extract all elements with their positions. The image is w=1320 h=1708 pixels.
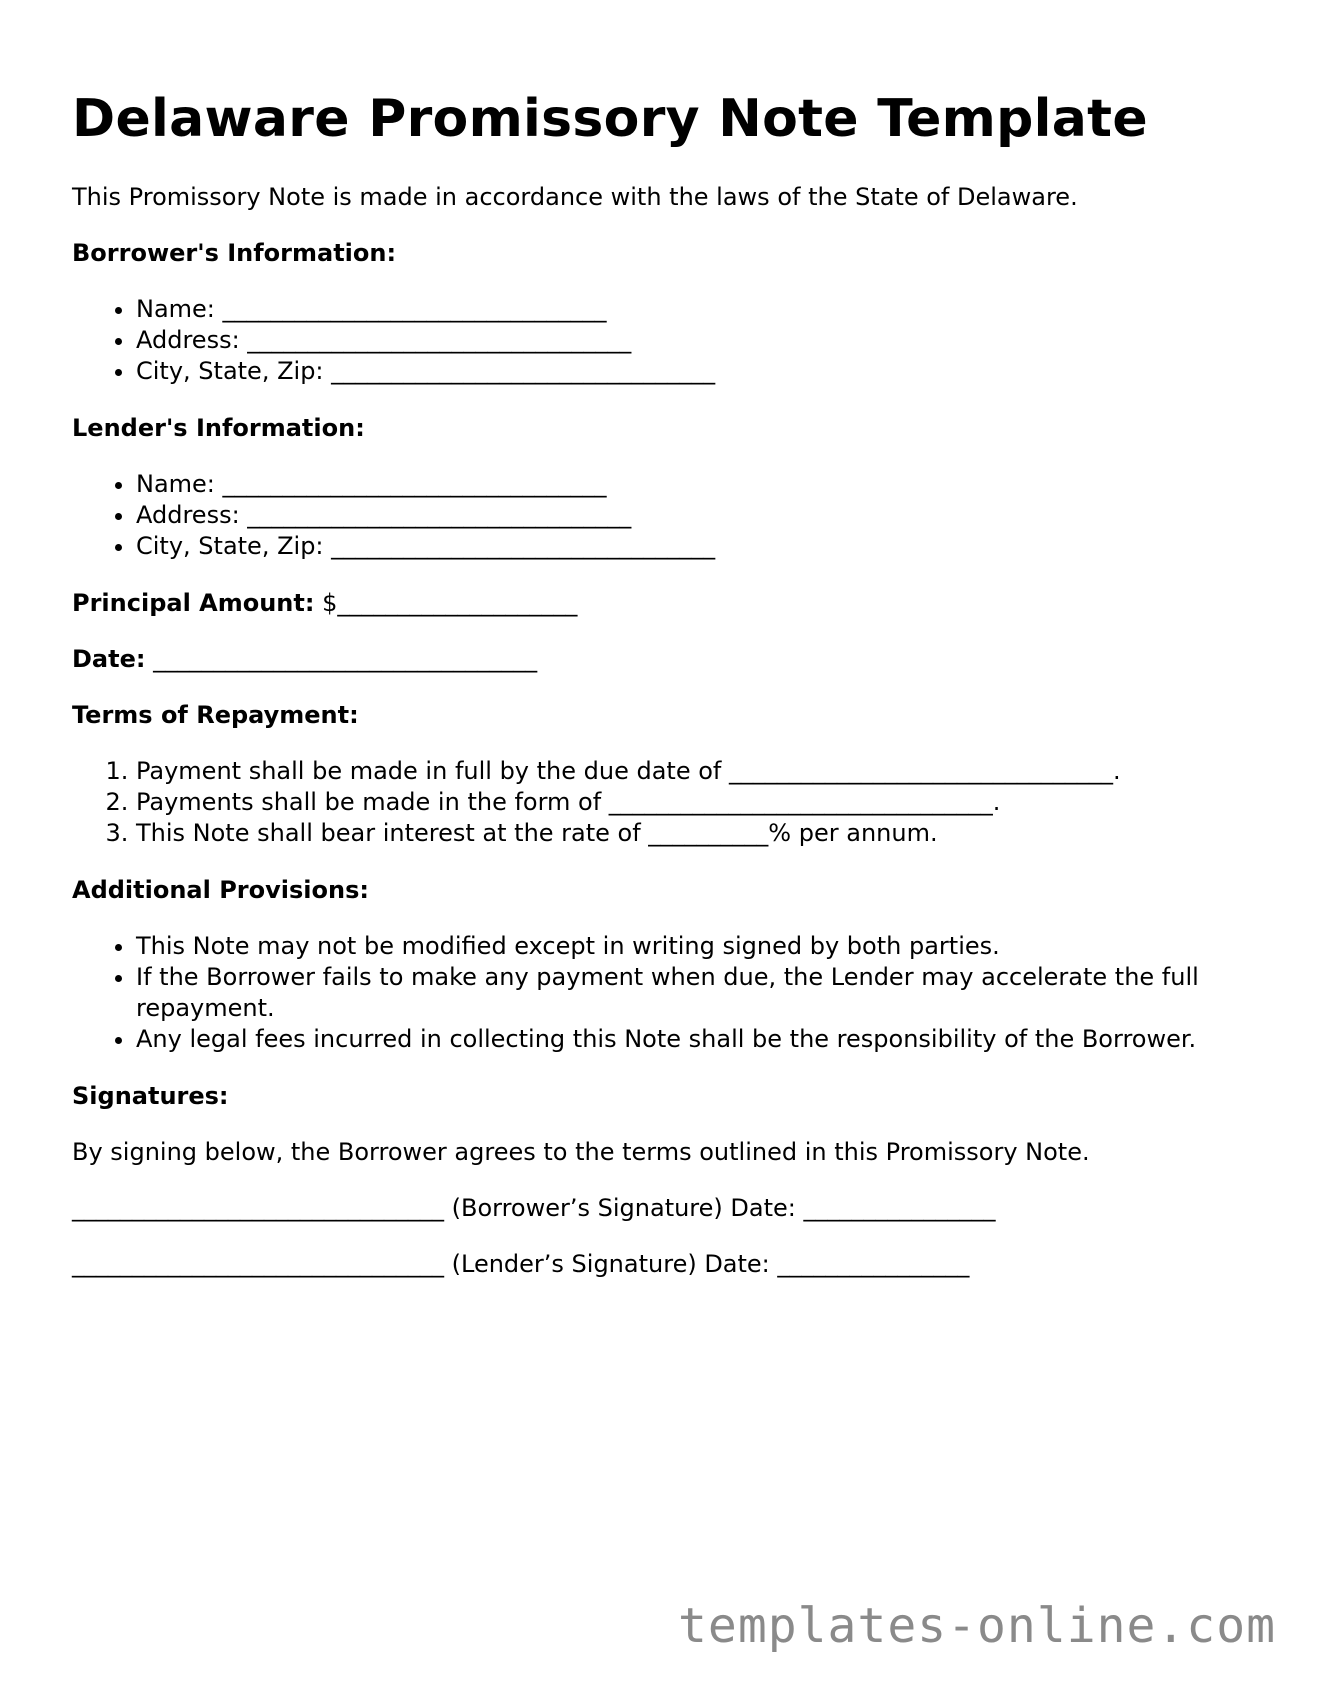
repayment-heading: Terms of Repayment:: [72, 701, 359, 729]
repayment-item: 3. This Note shall bear interest at the rate of __________% per annum.: [136, 818, 1252, 849]
borrower-heading: Borrower's Information:: [72, 239, 397, 267]
borrower-list: [72, 294, 1252, 387]
watermark: templates-online.com: [678, 1598, 1276, 1654]
borrower-name-item: • Name: ________________________________: [136, 294, 1252, 325]
borrower-address-item: • Address: ________________________________: [136, 325, 1252, 356]
borrower-signature-line: _______________________________ (Borrower’s Signature) Date: ________________: [72, 1194, 996, 1222]
repayment-item: 2. Payments shall be made in the form of ________________________________.: [136, 787, 1252, 818]
provisions-list: [72, 931, 1252, 1055]
document-title: Delaware Promissory Note Template: [72, 89, 1148, 149]
lender-address-item: • Address: ________________________________: [136, 500, 1252, 531]
lender-heading: Lender's Information:: [72, 414, 365, 442]
date-value: ________________________________: [145, 645, 538, 673]
provision-item: • If the Borrower fails to make any payment when due, the Lender may accelerate the full repayment.: [136, 962, 1252, 1024]
intro-text: This Promissory Note is made in accordance with the laws of the State of Delaware.: [72, 183, 1078, 211]
date-label: Date:: [72, 645, 146, 673]
signatures-statement: By signing below, the Borrower agrees to the terms outlined in this Promissory Note.: [72, 1138, 1090, 1166]
lender-name-item: • Name: ________________________________: [136, 469, 1252, 500]
lender-list: [72, 469, 1252, 562]
principal-line: [72, 588, 1252, 618]
borrower-city-item: • City, State, Zip: ________________________________: [136, 356, 1252, 387]
document-page: [72, 88, 1252, 1305]
lender-city-item: • City, State, Zip: ________________________________: [136, 531, 1252, 562]
repayment-item: 1. Payment shall be made in full by the due date of ________________________________.: [136, 756, 1252, 787]
provision-item: • Any legal fees incurred in collecting this Note shall be the responsibility of the Borrower.: [136, 1024, 1252, 1055]
lender-signature-line: _______________________________ (Lender’s Signature) Date: ________________: [72, 1250, 970, 1278]
principal-value: $____________________: [314, 589, 578, 617]
principal-label: Principal Amount:: [72, 589, 315, 617]
provision-item: • This Note may not be modified except in writing signed by both parties.: [136, 931, 1252, 962]
provisions-heading: Additional Provisions:: [72, 876, 369, 904]
signatures-heading: Signatures:: [72, 1082, 229, 1110]
repayment-list: [72, 756, 1252, 849]
date-line: [72, 644, 1252, 674]
